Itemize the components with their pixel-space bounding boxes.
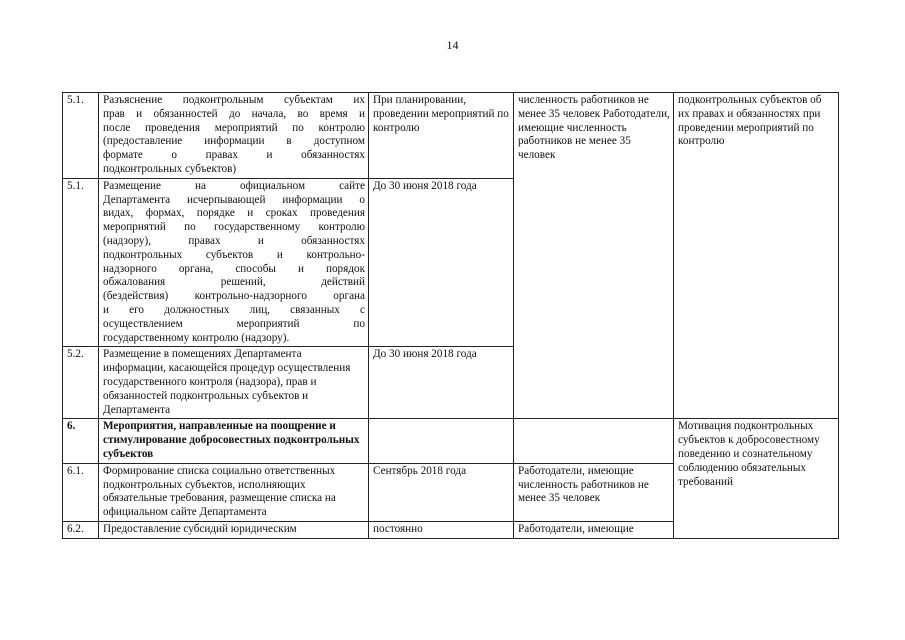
section-number: 6. <box>63 419 99 463</box>
description-line: мероприятий по государственному контролю <box>103 221 365 234</box>
item-term: До 30 июня 2018 года <box>369 347 514 419</box>
item-description <box>99 93 369 179</box>
description-line: осуществлением мероприятий по <box>103 317 365 330</box>
page-number: 14 <box>446 38 459 52</box>
section-title: Мероприятия, направленные на поощрение и стимулирование добросовестных подконтрольных субъектов <box>99 419 369 463</box>
item-number: 5.1. <box>63 93 99 179</box>
description-line: прав и обязанностей до начала, во время и <box>103 107 365 120</box>
table-row <box>63 93 839 179</box>
item-description: Формирование списка социально ответственных подконтрольных субъектов, исполняющих обязательные требования, размещение списка на официальном сайте Департамента <box>99 463 369 521</box>
item-subjects: Работодатели, имеющие <box>514 521 674 538</box>
description-line: обжалования решений, действий <box>103 276 365 289</box>
description-line: (надзору), правах и обязанностях <box>103 234 365 247</box>
item-description: Размещение в помещениях Департамента информации, касающейся процедур осуществления государственного контроля (надзора), прав и обязанностей подконтрольных субъектов и Департамента <box>99 347 369 419</box>
description-line: подконтрольных субъектов и контрольно- <box>103 248 365 261</box>
table-row <box>63 419 839 463</box>
item-description <box>99 178 369 347</box>
item-result: Мотивация подконтрольных субъектов к добросовестному поведению и сознательному соблюдению обязательных требований <box>674 419 839 538</box>
description-line: Разъяснение подконтрольным субъектам их <box>103 94 365 106</box>
item-result: подконтрольных субъектов об их правах и обязанностях при проведении мероприятий по контролю <box>674 93 839 419</box>
item-subjects: Работодатели, имеющие численность работников не менее 35 человек <box>514 463 674 521</box>
item-number: 5.1. <box>63 178 99 347</box>
description-line: после проведения мероприятий по контролю <box>103 121 365 134</box>
description-line: подконтрольных субъектов) <box>103 162 237 175</box>
item-term: постоянно <box>369 521 514 538</box>
description-line: надзорного органа, способы и порядок <box>103 262 365 275</box>
item-number: 6.1. <box>63 463 99 521</box>
empty-cell <box>369 419 514 463</box>
description-line: государственному контролю (надзору). <box>103 331 290 344</box>
empty-cell <box>514 419 674 463</box>
description-line: (предоставление информации в доступном <box>103 135 365 148</box>
item-term: Сентябрь 2018 года <box>369 463 514 521</box>
description-line: видах, формах, порядке и сроках проведения <box>103 207 365 220</box>
description-line: (бездействия) контрольно-надзорного органа <box>103 290 365 303</box>
item-term: При планировании, проведении мероприятий по контролю <box>369 93 514 179</box>
item-number: 5.2. <box>63 347 99 419</box>
item-description: Предоставление субсидий юридическим <box>99 521 369 538</box>
item-term: До 30 июня 2018 года <box>369 178 514 347</box>
description-line: Размещение на официальном сайте <box>103 179 365 192</box>
measures-table <box>62 92 839 539</box>
item-number: 6.2. <box>63 521 99 538</box>
item-subjects: численность работников не менее 35 человек Работодатели, имеющие численность работников не менее 35 человек <box>514 93 674 419</box>
description-line: и его должностных лиц, связанных с <box>103 303 365 316</box>
description-line: формате о правах и обязанностях <box>103 149 365 162</box>
description-line: Департамента исчерпывающей информации о <box>103 193 365 206</box>
